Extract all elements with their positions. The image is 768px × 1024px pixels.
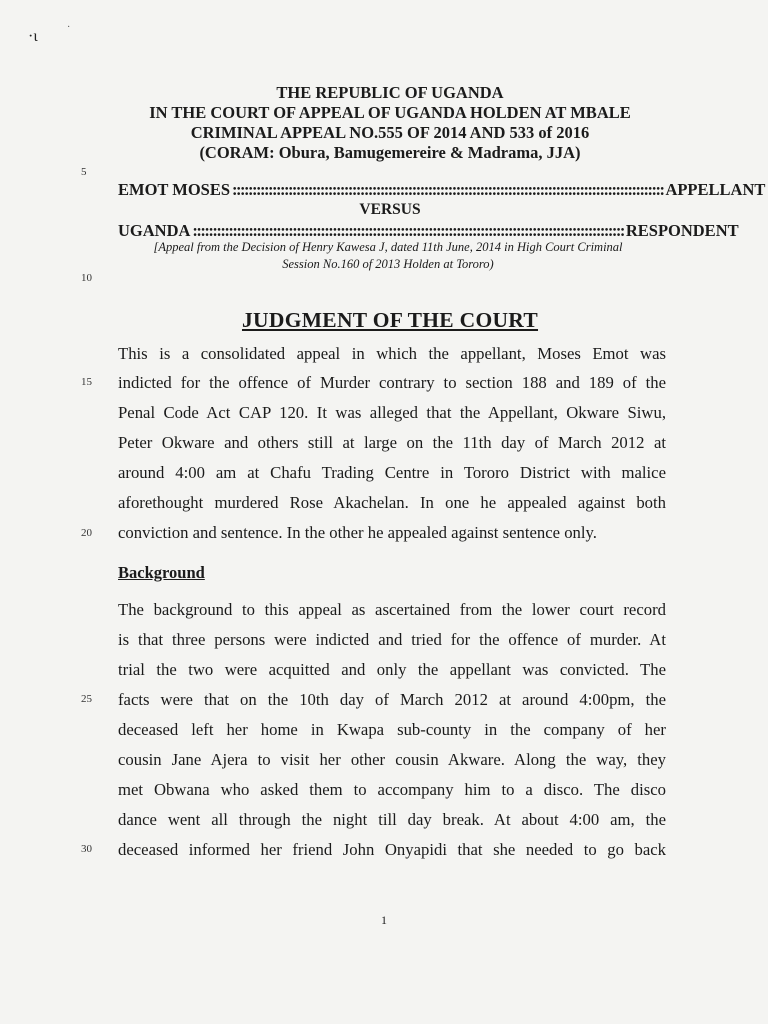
- paragraph-line: aforethought murdered Rose Akachelan. In one he appealed against both: [118, 493, 666, 512]
- paragraph-line: Peter Okware and others still at large on the 11th day of March 2012 at: [118, 433, 666, 452]
- appellant-name: EMOT MOSES: [118, 180, 231, 199]
- header-coram: (CORAM: Obura, Bamugemereire & Madrama, JJA): [199, 143, 581, 162]
- separator-colons: ::::::::::::::::::::::::::::::::::::::::::::::::::::::::::::::::::::::::::::::::::::::::::::::::::::::::::::: [192, 221, 624, 240]
- paragraph-line: indicted for the offence of Murder contrary to section 188 and 189 of the: [118, 373, 666, 392]
- paragraph-line: trial the two were acquitted and only the appellant was convicted. The: [118, 660, 666, 679]
- paragraph-line: deceased left her home in Kwapa sub-county in the company of her: [118, 720, 666, 739]
- line-number: 10: [81, 272, 92, 284]
- paragraph-line: dance went all through the night till day break. At about 4:00 am, the: [118, 810, 666, 829]
- paragraph-line: Penal Code Act CAP 120. It was alleged that the Appellant, Okware Siwu,: [118, 403, 666, 422]
- line-number: 15: [81, 376, 92, 388]
- appeal-note-line: [Appeal from the Decision of Henry Kawesa J, dated 11th June, 2014 in High Court Criminal: [153, 240, 623, 254]
- appellant-line: [118, 180, 766, 200]
- line-number: 30: [81, 843, 92, 855]
- paragraph-line: conviction and sentence. In the other he appealed against sentence only.: [118, 523, 597, 542]
- separator-colons: ::::::::::::::::::::::::::::::::::::::::::::::::::::::::::::::::::::::::::::::::::::::::::::::::::::::::::::: [232, 180, 664, 199]
- appellant-role: APPELLANT: [665, 180, 766, 199]
- line-number: 20: [81, 527, 92, 539]
- appeal-note-line: Session No.160 of 2013 Holden at Tororo): [282, 257, 494, 271]
- line-number: 5: [81, 166, 87, 178]
- scan-mark: ·ɩ: [28, 28, 38, 45]
- paragraph-line: met Obwana who asked them to accompany him to a disco. The disco: [118, 780, 666, 799]
- versus-label: VERSUS: [359, 201, 421, 218]
- paragraph-line: cousin Jane Ajera to visit her other cousin Akware. Along the way, they: [118, 750, 666, 769]
- page-number: 1: [381, 913, 387, 927]
- paragraph-line: is that three persons were indicted and tried for the offence of murder. At: [118, 630, 666, 649]
- paragraph-line: around 4:00 am at Chafu Trading Centre in Tororo District with malice: [118, 463, 666, 482]
- header-republic: THE REPUBLIC OF UGANDA: [276, 83, 504, 102]
- paragraph-line: The background to this appeal as ascertained from the lower court record: [118, 600, 666, 619]
- respondent-name: UGANDA: [118, 221, 191, 240]
- scan-dot: ·: [67, 22, 71, 33]
- header-court: IN THE COURT OF APPEAL OF UGANDA HOLDEN AT MBALE: [149, 103, 631, 122]
- paragraph-line: facts were that on the 10th day of March 2012 at around 4:00pm, the: [118, 690, 666, 709]
- line-number: 25: [81, 693, 92, 705]
- respondent-role: RESPONDENT: [625, 221, 739, 240]
- paragraph-line: This is a consolidated appeal in which the appellant, Moses Emot was: [118, 344, 666, 363]
- background-heading: Background: [118, 563, 205, 582]
- paragraph-line: deceased informed her friend John Onyapidi that she needed to go back: [118, 840, 666, 859]
- judgment-title: JUDGMENT OF THE COURT: [241, 308, 539, 332]
- respondent-line: [118, 221, 739, 241]
- header-case-number: CRIMINAL APPEAL NO.555 OF 2014 AND 533 of 2016: [190, 123, 590, 142]
